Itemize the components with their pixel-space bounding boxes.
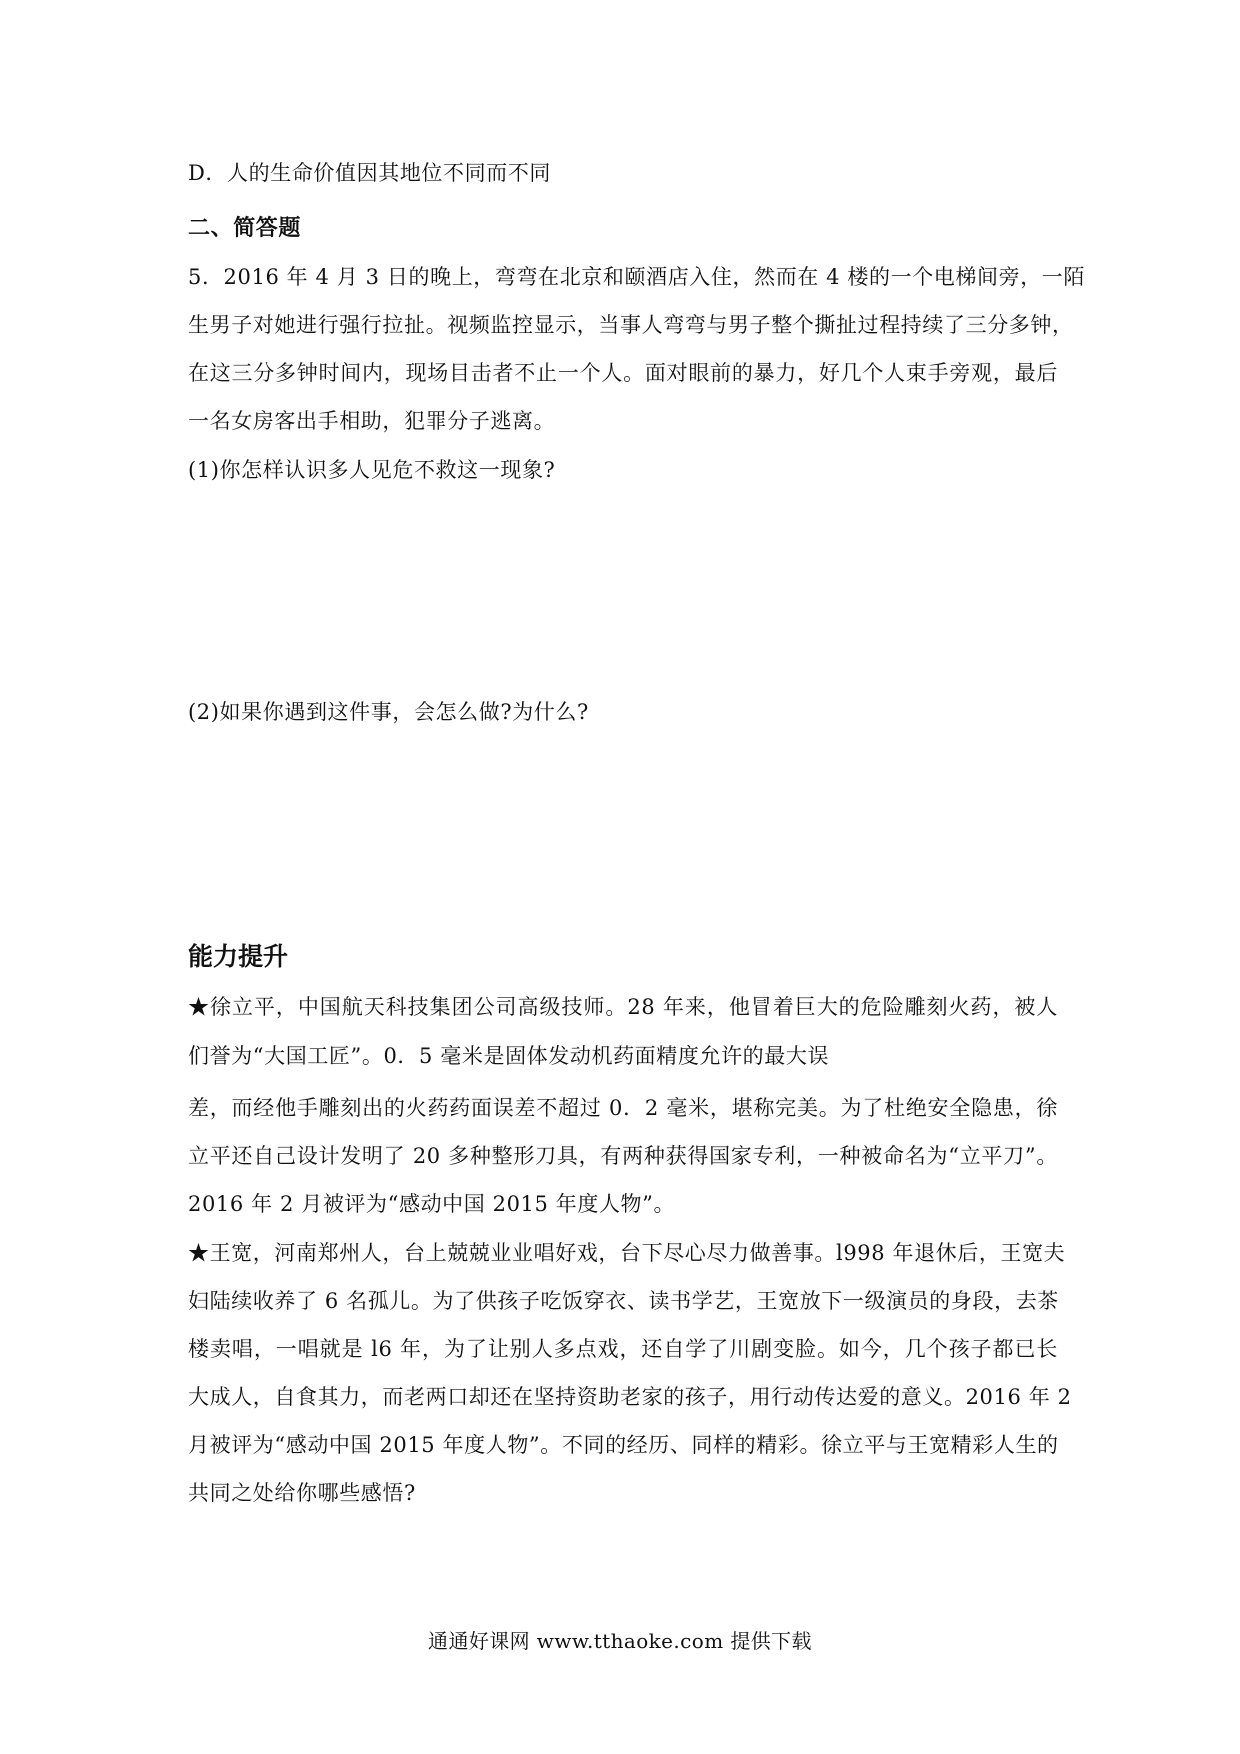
- wang-paragraph-line-5: 月被评为“感动中国 2015 年度人物”。不同的经历、同样的精彩。徐立平与王宽精彩人生的: [188, 1433, 1059, 1457]
- question-5-line-2: 生男子对她进行强行拉扯。视频监控显示，当事人弯弯与男子整个撕扯过程持续了三分多钟，: [188, 313, 1074, 337]
- question-5-sub-2: (2)如果你遇到这件事，会怎么做?为什么?: [188, 700, 589, 724]
- wang-paragraph-line-1: ★王宽，河南郑州人，台上兢兢业业唱好戏，台下尽心尽力做善事。l998 年退休后，王宽夫: [188, 1241, 1066, 1265]
- question-5-line-1: 5．2016 年 4 月 3 日的晚上，弯弯在北京和颐酒店入住，然而在 4 楼的一个电梯间旁，一陌: [188, 265, 1086, 289]
- wang-paragraph-line-2: 妇陆续收养了 6 名孤儿。为了供孩子吃饭穿衣、读书学艺，王宽放下一级演员的身段，去茶: [188, 1289, 1059, 1313]
- question-5-line-4: 一名女房客出手相助，犯罪分子逃离。: [188, 409, 556, 433]
- option-d: D．人的生命价值因其地位不同而不同: [188, 161, 552, 185]
- xu-paragraph-line-5: 2016 年 2 月被评为“感动中国 2015 年度人物”。: [188, 1192, 676, 1216]
- section-heading-short-answer: 二、简答题: [188, 216, 302, 241]
- question-5-sub-1: (1)你怎样认识多人见危不救这一现象?: [188, 458, 556, 482]
- wang-paragraph-line-3: 楼卖唱，一唱就是 l6 年，为了让别人多点戏，还自学了川剧变脸。如今，几个孩子都已长: [188, 1337, 1058, 1361]
- xu-paragraph-line-2: 们誉为“大国工匠”。0．5 毫米是固体发动机药面精度允许的最大误: [188, 1044, 830, 1068]
- wang-paragraph-line-4: 大成人，自食其力，而老两口却还在坚持资助老家的孩子，用行动传达爱的意义。2016 年 2: [188, 1385, 1072, 1409]
- xu-paragraph-line-1: ★徐立平，中国航天科技集团公司高级技师。28 年来，他冒着巨大的危险雕刻火药，被人: [188, 995, 1058, 1019]
- xu-paragraph-line-4: 立平还自己设计发明了 20 多种整形刀具，有两种获得国家专利，一种被命名为“立平刀”。: [188, 1144, 1058, 1168]
- section-heading-ability: 能力提升: [188, 942, 289, 971]
- page-footer: 通通好课网 www.tthaoke.com 提供下载: [428, 1629, 812, 1653]
- question-5-line-3: 在这三分多钟时间内，现场目击者不止一个人。面对眼前的暴力，好几个人束手旁观，最后: [188, 361, 1058, 385]
- xu-paragraph-line-3: 差，而经他手雕刻出的火药药面误差不超过 0．2 毫米，堪称完美。为了杜绝安全隐患，徐: [188, 1096, 1058, 1120]
- wang-paragraph-line-6: 共同之处给你哪些感悟?: [188, 1481, 416, 1505]
